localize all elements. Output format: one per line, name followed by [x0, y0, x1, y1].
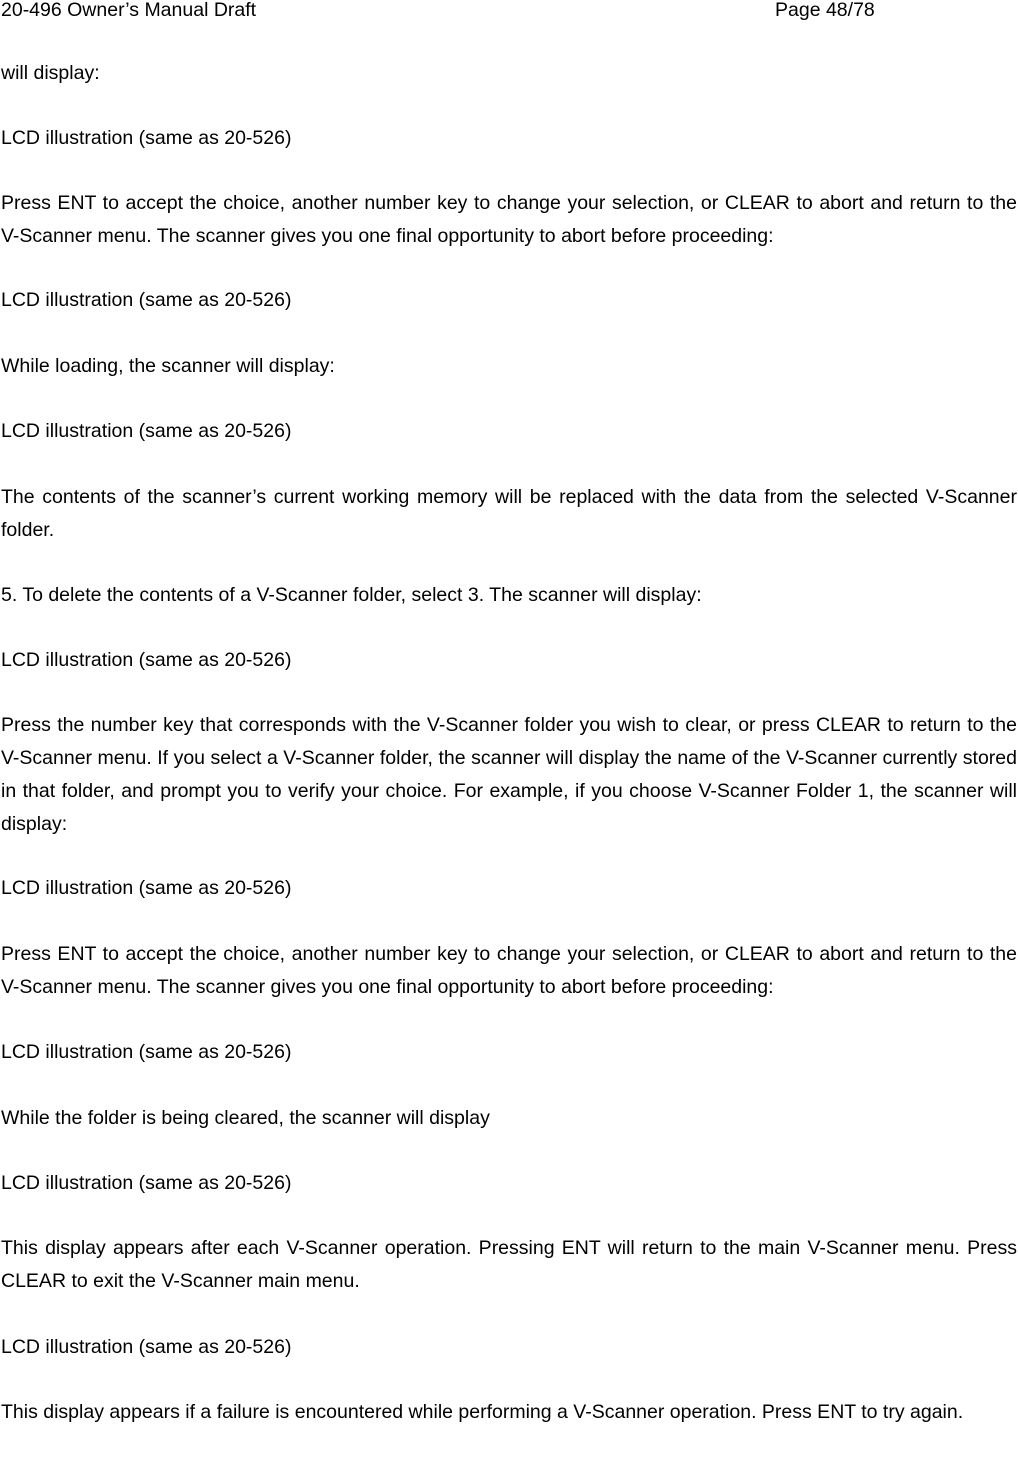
- paragraph-folder-being-cleared: While the folder is being cleared, the scanner will display: [1, 1107, 490, 1129]
- lcd-illustration-placeholder: LCD illustration (same as 20-526): [1, 877, 292, 899]
- lcd-illustration-placeholder: LCD illustration (same as 20-526): [1, 127, 292, 149]
- paragraph-failure-encountered: This display appears if a failure is encountered while performing a V-Scanner operation. Press ENT to try again.: [1, 1401, 964, 1423]
- lcd-illustration-placeholder: LCD illustration (same as 20-526): [1, 1336, 292, 1358]
- paragraph-press-ent-accept: Press ENT to accept the choice, another number key to change your selection, or CLEAR to abort and return to the V-Scanner menu. The scanner gives you one final opportunity to abort before proceeding:: [1, 192, 1017, 247]
- lcd-illustration-placeholder: LCD illustration (same as 20-526): [1, 1172, 292, 1194]
- lcd-illustration-placeholder: LCD illustration (same as 20-526): [1, 289, 292, 311]
- paragraph-will-display: will display:: [1, 62, 100, 84]
- paragraph-while-loading: While loading, the scanner will display:: [1, 355, 335, 377]
- page-number: Page 48/78: [775, 0, 875, 21]
- paragraph-press-number-key: Press the number key that corresponds with the V-Scanner folder you wish to clear, or press CLEAR to return to the V-Scanner menu. If you select a V-Scanner folder, the scanner will display the name of the V-Scanner currently stored in that folder, and prompt you to verify your choice. For example, if you choose V-Scanner Folder 1, the scanner will display:: [1, 714, 1017, 835]
- paragraph-after-each-operation: This display appears after each V-Scanner operation. Pressing ENT will return to the main V-Scanner menu. Press CLEAR to exit the V-Scanner main menu.: [1, 1237, 1017, 1292]
- lcd-illustration-placeholder: LCD illustration (same as 20-526): [1, 420, 292, 442]
- document-title: 20-496 Owner’s Manual Draft: [1, 0, 257, 21]
- paragraph-press-ent-accept: Press ENT to accept the choice, another number key to change your selection, or CLEAR to abort and return to the V-Scanner menu. The scanner gives you one final opportunity to abort before proceeding:: [1, 943, 1017, 998]
- lcd-illustration-placeholder: LCD illustration (same as 20-526): [1, 649, 292, 671]
- paragraph-contents-replaced: The contents of the scanner’s current working memory will be replaced with the data from the selected V-Scanner folder.: [1, 486, 1017, 541]
- paragraph-step-5-delete: 5. To delete the contents of a V-Scanner folder, select 3. The scanner will display:: [1, 584, 702, 606]
- page-header: [0, 0, 1018, 24]
- lcd-illustration-placeholder: LCD illustration (same as 20-526): [1, 1041, 292, 1063]
